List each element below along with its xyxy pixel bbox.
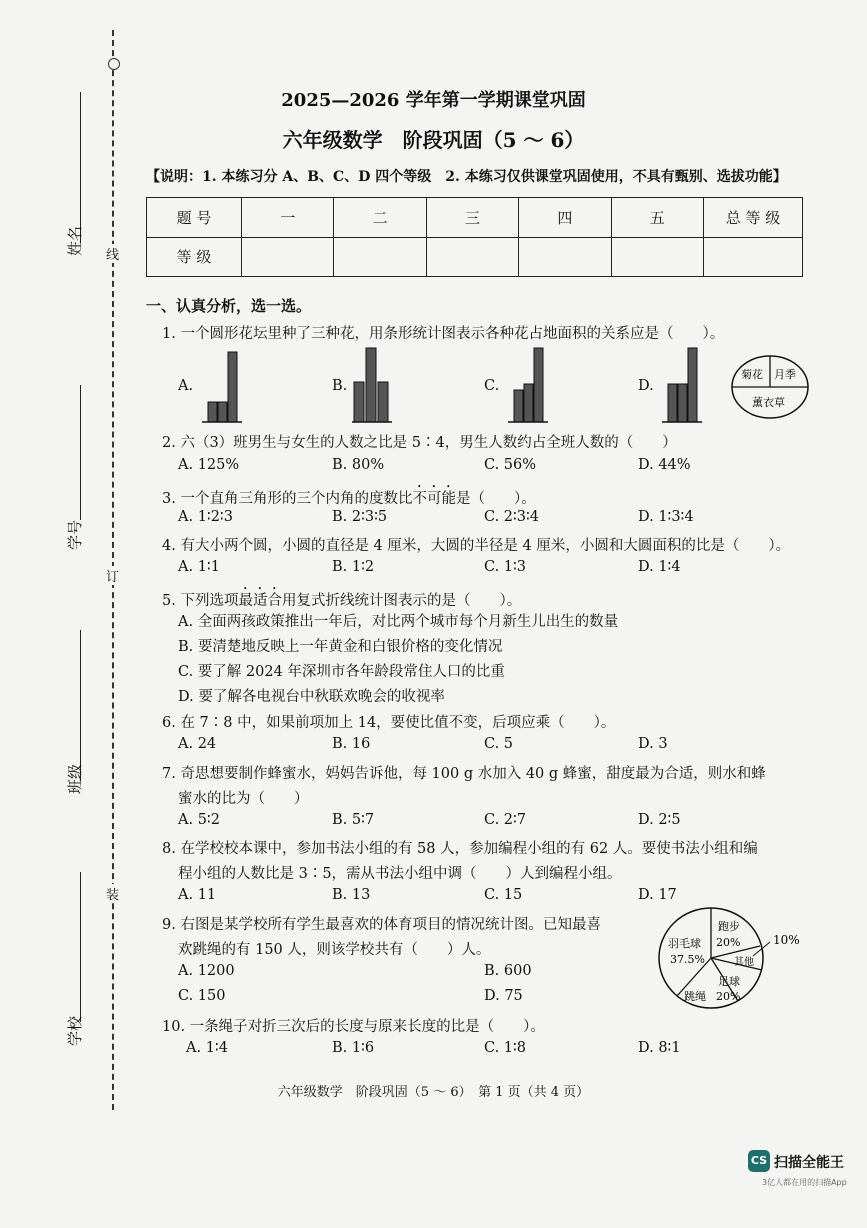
grade-cell[interactable] (242, 237, 334, 277)
chart-bar (688, 348, 697, 422)
question-4-stem: 4. 有大小两个圆，小圆的直径是 4 厘米，大圆的半径是 4 厘米，小圆和大圆面积的比是（ ）。 (162, 538, 791, 554)
question-1-option-c[interactable]: C. (484, 378, 500, 394)
pie-label-jump-rope: 跳绳 (684, 990, 706, 1003)
question-9-option-a[interactable]: A. 1200 (178, 963, 235, 979)
exam-subtitle: 六年级数学 阶段巩固（5 ～ 6） (282, 128, 585, 152)
question-5-option-d[interactable]: D. 要了解各电视台中秋联欢晚会的收视率 (178, 689, 445, 705)
question-5-stem-part: 用复式折线统计图表示的是（ ）。 (281, 593, 522, 609)
question-5-stem-part: 5. 下列选项 (162, 593, 239, 609)
question-1-option-a[interactable]: A. (178, 378, 194, 394)
question-7-stem: 7. 奇思想要制作蜂蜜水，妈妈告诉他，每 100 g 水加入 40 g 蜂蜜，甜度最为合适，则水和蜂 (162, 766, 766, 782)
scanner-tagline: 3亿人都在用的扫描App (762, 1178, 847, 1187)
flower-pie-chart (730, 354, 810, 420)
student-id-write-line[interactable] (80, 385, 81, 520)
question-6-option-a[interactable]: A. 24 (178, 736, 217, 752)
question-3-stem (162, 483, 536, 508)
question-10-option-a[interactable]: A. 1∶4 (186, 1040, 228, 1056)
scanner-app-name: 扫描全能王 (774, 1155, 844, 1171)
question-2-option-d[interactable]: D. 44% (638, 457, 691, 473)
name-write-line[interactable] (80, 92, 81, 242)
chart-bar (366, 348, 376, 422)
pie-value-other: 10% (773, 933, 800, 947)
question-6-option-b[interactable]: B. 16 (332, 736, 371, 752)
sports-pie-chart (656, 906, 806, 1010)
option-a-bar-chart (200, 344, 244, 424)
pie-label-rose: 月季 (774, 368, 796, 381)
question-9-stem: 9. 右图是某学校所有学生最喜欢的体育项目的情况统计图。已知最喜 (162, 917, 601, 933)
option-c-bar-chart (506, 344, 550, 424)
question-10-option-b[interactable]: B. 1∶6 (332, 1040, 375, 1056)
question-8-option-a[interactable]: A. 11 (178, 887, 217, 903)
grade-table-header-cell: 二 (334, 198, 426, 238)
question-5-stem (162, 585, 521, 610)
question-2-stem: 2. 六（3）班男生与女生的人数之比是 5∶4，男生人数约占全班人数的（ ） (162, 435, 677, 451)
question-1-stem: 1. 一个圆形花坛里种了三种花，用条形统计图表示各种花占地面积的关系应是（ ）。 (162, 326, 725, 342)
question-8-option-b[interactable]: B. 13 (332, 887, 371, 903)
question-9-option-c[interactable]: C. 150 (178, 988, 226, 1004)
grade-cell[interactable] (611, 237, 703, 277)
question-2-option-a[interactable]: A. 125% (178, 457, 240, 473)
school-write-line[interactable] (80, 872, 81, 1022)
question-2-option-c[interactable]: C. 56% (484, 457, 537, 473)
question-8-option-c[interactable]: C. 15 (484, 887, 523, 903)
question-4-option-d[interactable]: D. 1∶4 (638, 559, 681, 575)
grade-table-header-cell: 题 号 (147, 198, 242, 238)
question-3-stem-part: 是（ ）。 (455, 491, 536, 507)
class-write-line[interactable] (80, 630, 81, 780)
grade-cell[interactable] (519, 237, 611, 277)
pie-value-football: 20% (716, 990, 741, 1003)
binding-hole-mark (108, 58, 120, 70)
grade-table (146, 197, 803, 277)
grade-row-label: 等 级 (147, 237, 242, 277)
question-4-option-a[interactable]: A. 1∶1 (178, 559, 220, 575)
chart-bar (668, 384, 677, 422)
question-8-stem-line2: 程小组的人数比是 3∶5，需从书法小组中调（ ）人到编程小组。 (178, 866, 622, 882)
chart-bar (228, 352, 237, 422)
question-7-option-b[interactable]: B. 5∶7 (332, 812, 375, 828)
question-7-option-d[interactable]: D. 2∶5 (638, 812, 681, 828)
binding-char-ding: 订 (106, 566, 119, 585)
name-field-label: 姓名 (66, 225, 84, 256)
grade-cell[interactable] (704, 237, 803, 277)
chart-bar (534, 348, 543, 422)
class-field-label: 班级 (66, 763, 84, 794)
pie-label-running: 跑步 (718, 920, 740, 933)
pie-label-badminton: 羽毛球 (668, 937, 701, 950)
question-2-option-b[interactable]: B. 80% (332, 457, 385, 473)
question-9-option-d[interactable]: D. 75 (484, 988, 523, 1004)
question-1-option-d[interactable]: D. (638, 378, 654, 394)
question-5-emphasis: 最适合 (238, 593, 282, 609)
question-3-option-c[interactable]: C. 2∶3∶4 (484, 509, 540, 525)
grade-cell[interactable] (426, 237, 518, 277)
chart-bar (378, 382, 388, 422)
question-4-option-c[interactable]: C. 1∶3 (484, 559, 527, 575)
grade-table-row (147, 237, 803, 277)
cs-logo-icon: CS (748, 1150, 770, 1172)
grade-table-header-row (147, 198, 803, 238)
question-3-emphasis: 不可能 (412, 491, 456, 507)
pie-label-lavender: 薰衣草 (752, 396, 785, 409)
question-8-stem: 8. 在学校校本课中，参加书法小组的有 58 人，参加编程小组的有 62 人。要使书法小组和编 (162, 841, 758, 857)
question-5-option-b[interactable]: B. 要清楚地反映上一年黄金和白银价格的变化情况 (178, 639, 503, 655)
chart-bar (524, 384, 533, 422)
question-3-option-b[interactable]: B. 2∶3∶5 (332, 509, 388, 525)
exam-title: 2025—2026 学年第一学期课堂巩固 (281, 90, 586, 111)
binding-char-zhuang: 装 (106, 884, 119, 903)
question-3-option-d[interactable]: D. 1∶3∶4 (638, 509, 694, 525)
page-footer: 六年级数学 阶段巩固（5 ～ 6） 第 1 页（共 4 页） (277, 1085, 590, 1100)
question-9-stem-line2: 欢跳绳的有 150 人，则该学校共有（ ）人。 (178, 942, 491, 958)
grade-table-header-cell: 五 (611, 198, 703, 238)
option-b-bar-chart (352, 344, 396, 424)
pie-value-running: 20% (716, 936, 741, 949)
question-3-stem-part: 3. 一个直角三角形的三个内角的度数比 (162, 491, 413, 507)
binding-char-xian: 线 (106, 244, 119, 263)
question-10-option-c[interactable]: C. 1∶8 (484, 1040, 527, 1056)
question-5-option-c[interactable]: C. 要了解 2024 年深圳市各年龄段常住人口的比重 (178, 664, 505, 680)
grade-table-header-cell: 总 等 级 (704, 198, 803, 238)
pie-label-chrysanthemum: 菊花 (741, 368, 763, 381)
pie-label-football: 足球 (718, 975, 740, 988)
chart-bar (678, 384, 687, 422)
question-7-option-c[interactable]: C. 2∶7 (484, 812, 527, 828)
question-4-option-b[interactable]: B. 1∶2 (332, 559, 375, 575)
question-6-option-c[interactable]: C. 5 (484, 736, 514, 752)
grade-table-header-cell: 三 (426, 198, 518, 238)
question-10-stem: 10. 一条绳子对折三次后的长度与原来长度的比是（ ）。 (162, 1019, 545, 1035)
question-6-option-d[interactable]: D. 3 (638, 736, 668, 752)
chart-bar (208, 402, 217, 422)
chart-bar (354, 382, 364, 422)
chart-bar (218, 402, 227, 422)
option-d-bar-chart (660, 344, 704, 424)
grade-table-header-cell: 四 (519, 198, 611, 238)
chart-bar (514, 390, 523, 422)
pie-value-badminton: 37.5% (670, 953, 705, 966)
question-10-option-d[interactable]: D. 8∶1 (638, 1040, 681, 1056)
question-8-option-d[interactable]: D. 17 (638, 887, 677, 903)
grade-cell[interactable] (334, 237, 426, 277)
question-5-option-a[interactable]: A. 全面两孩政策推出一年后，对比两个城市每个月新生儿出生的数量 (178, 614, 619, 630)
question-7-option-a[interactable]: A. 5∶2 (178, 812, 220, 828)
pie-label-other: 其他 (734, 957, 754, 968)
section-title: 一、认真分析，选一选。 (146, 297, 312, 315)
question-3-option-a[interactable]: A. 1∶2∶3 (178, 509, 233, 525)
question-7-stem-line2: 蜜水的比为（ ） (178, 791, 309, 807)
school-field-label: 学校 (66, 1015, 84, 1046)
question-9-option-b[interactable]: B. 600 (484, 963, 532, 979)
instructions-note: 【说明：1. 本练习分 A、B、C、D 四个等级 2. 本练习仅供课堂巩固使用，不具有甄别、选拔功能】 (146, 169, 787, 185)
student-id-field-label: 学号 (66, 519, 84, 550)
question-1-option-b[interactable]: B. (332, 378, 348, 394)
question-6-stem: 6. 在 7∶8 中，如果前项加上 14，要使比值不变，后项应乘（ ）。 (162, 715, 616, 731)
grade-table-header-cell: 一 (242, 198, 334, 238)
